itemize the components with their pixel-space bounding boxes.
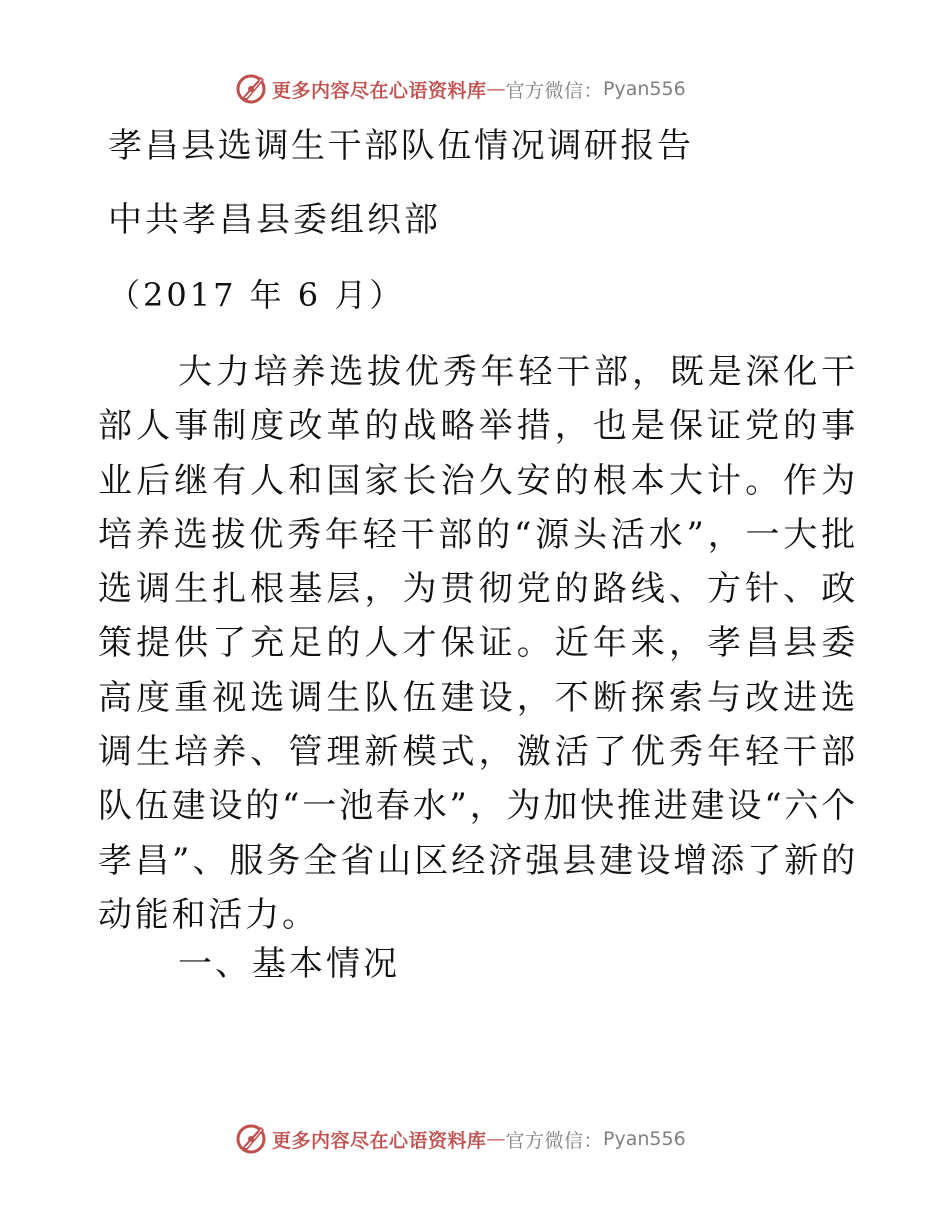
banner-wechat-label: 官方微信： [505,1129,604,1152]
quill-pen-logo-icon [234,72,268,106]
banner-brand-text: 更多内容尽在心语资料库 [272,79,487,102]
document-author: 中共孝昌县委组织部 [108,200,441,240]
footer-watermark-banner [234,1122,714,1156]
section-heading: 一、基本情况 [178,944,400,984]
quill-pen-logo-icon [234,1122,268,1156]
banner-dash: — [486,1128,506,1150]
banner-wechat-label: 官方微信： [505,79,604,102]
banner-wechat-account: Pyan556 [603,1128,686,1150]
banner-dash: — [486,78,506,100]
document-date: （2017 年 6 月） [108,276,405,314]
body-paragraph: 大力培养选拔优秀年轻干部，既是深化干部人事制度改革的战略举措，也是保证党的事业后继有人和国家长治久安的根本大计。作为培养选拔优秀年轻干部的“源头活水”，一大批选调生扎根基层，为贯彻党的路线、方针、政策提供了充足的人才保证。近年来，孝昌县委高度重视选调生队伍建设，不断探索与改进选调生培养、管理新模式，激活了优秀年轻干部队伍建设的“一池春水”，为加快推进建设“六个孝昌”、服务全省山区经济强县建设增添了新的动能和活力。 [98,352,858,935]
banner-wechat-account: Pyan556 [603,78,686,100]
document-title: 孝昌县选调生干部队伍情况调研报告 [108,126,694,166]
banner-brand-text: 更多内容尽在心语资料库 [272,1129,487,1152]
header-watermark-banner [234,72,714,106]
